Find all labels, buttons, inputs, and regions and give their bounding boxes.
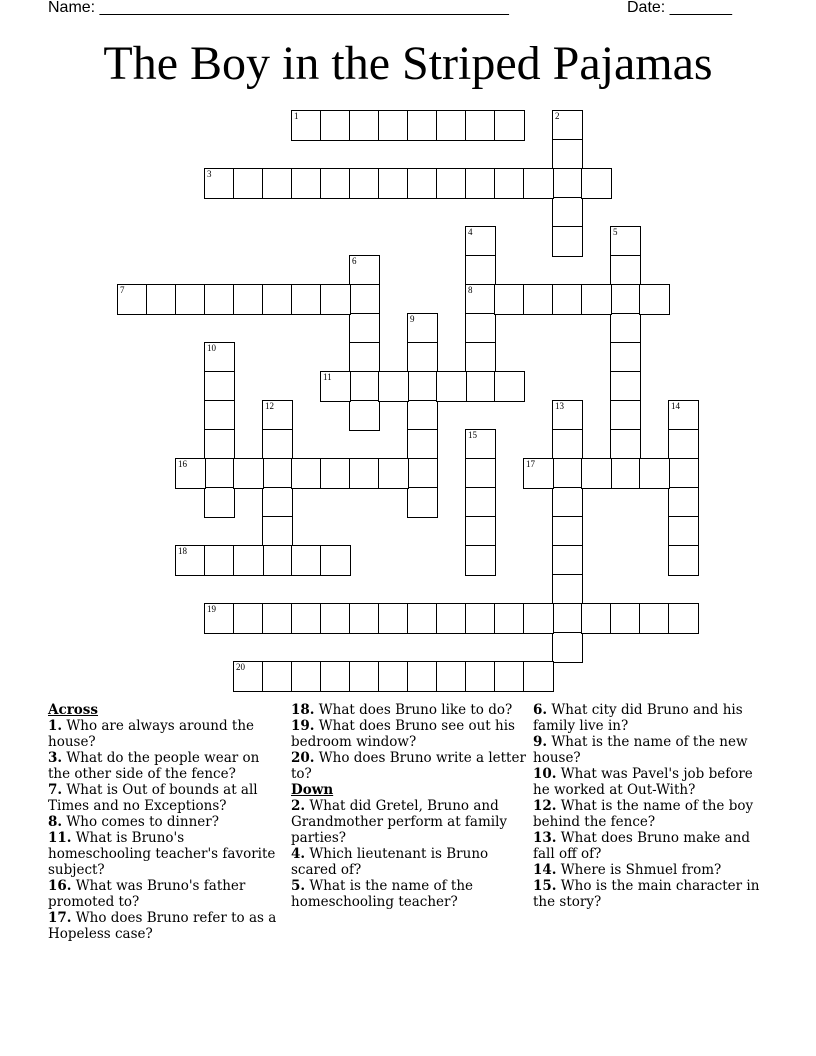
clue-across-1	[48, 718, 283, 750]
crossword-cell[interactable]	[465, 313, 496, 344]
clue-number-label: 20.	[291, 750, 315, 766]
clue-number-label: 18.	[291, 702, 315, 718]
crossword-cell[interactable]	[291, 545, 322, 576]
crossword-cell[interactable]	[204, 603, 235, 634]
crossword-cell[interactable]	[378, 661, 409, 692]
crossword-cell[interactable]	[436, 661, 467, 692]
crossword-cell[interactable]	[668, 603, 699, 634]
crossword-cell[interactable]	[552, 110, 583, 141]
crossword-cell[interactable]	[552, 168, 583, 199]
crossword-cell[interactable]	[349, 313, 380, 344]
crossword-cell[interactable]	[204, 342, 235, 373]
crossword-cell[interactable]	[291, 603, 322, 634]
crossword-cell[interactable]	[349, 661, 380, 692]
crossword-cell[interactable]	[552, 603, 583, 634]
clue-text: What do the people wear on the other side of the fence?	[48, 750, 260, 782]
crossword-cell[interactable]	[349, 168, 380, 199]
crossword-cell[interactable]	[407, 168, 438, 199]
crossword-cell[interactable]	[668, 487, 699, 518]
clue-text: Who are always around the house?	[48, 718, 255, 750]
clue-down-6	[533, 702, 768, 734]
clue-number-label: 1.	[48, 718, 63, 734]
clue-number: 15	[468, 430, 477, 440]
clue-number: 20	[236, 662, 245, 672]
clue-text: Who comes to dinner?	[62, 814, 219, 830]
crossword-cell[interactable]	[494, 661, 525, 692]
crossword-cell[interactable]	[552, 545, 583, 576]
clue-text: Who does Bruno refer to as a Hopeless case?	[48, 910, 277, 942]
crossword-cell[interactable]	[233, 545, 264, 576]
crossword-cell[interactable]	[523, 661, 554, 692]
crossword-cell[interactable]	[320, 371, 351, 402]
puzzle-title: The Boy in the Striped Pajamas	[103, 37, 713, 90]
crossword-cell[interactable]	[378, 168, 409, 199]
clue-number: 17	[526, 459, 535, 469]
crossword-cell[interactable]	[407, 313, 438, 344]
crossword-cell[interactable]	[291, 458, 322, 489]
crossword-cell[interactable]	[610, 458, 641, 489]
crossword-cell[interactable]	[494, 371, 525, 402]
clue-down-10	[533, 766, 768, 798]
crossword-cell[interactable]	[320, 168, 351, 199]
crossword-cell[interactable]	[204, 487, 235, 518]
clue-number: 11	[323, 372, 332, 382]
crossword-cell[interactable]	[465, 458, 496, 489]
crossword-cell[interactable]	[552, 632, 583, 663]
crossword-cell[interactable]	[552, 226, 583, 257]
crossword-cell[interactable]	[581, 284, 612, 315]
clue-text: What did Gretel, Bruno and Grandmother perform at family parties?	[291, 798, 508, 846]
crossword-cell[interactable]	[320, 110, 351, 141]
clue-text: Who is the main character in the story?	[533, 878, 760, 910]
crossword-cell[interactable]	[291, 284, 322, 315]
clue-number: 13	[555, 401, 564, 411]
crossword-cell[interactable]	[407, 371, 438, 402]
clue-down-5	[291, 878, 526, 910]
crossword-cell[interactable]	[523, 168, 554, 199]
crossword-cell[interactable]	[465, 110, 496, 141]
crossword-cell[interactable]	[610, 226, 641, 257]
crossword-cell[interactable]	[639, 603, 670, 634]
clue-text: What is Bruno's homeschooling teacher's favorite subject?	[48, 830, 276, 878]
crossword-cell[interactable]	[523, 458, 554, 489]
name-field: Name: ______________________________________________	[48, 0, 509, 16]
crossword-cell[interactable]	[465, 661, 496, 692]
crossword-cell[interactable]	[552, 487, 583, 518]
clue-number-label: 7.	[48, 782, 63, 798]
clue-across-17	[48, 910, 283, 942]
clue-number: 2	[555, 111, 560, 121]
clue-text: What does Bruno make and fall off of?	[533, 830, 750, 862]
crossword-cell[interactable]	[204, 371, 235, 402]
crossword-cell[interactable]	[610, 429, 641, 460]
crossword-cell[interactable]	[349, 284, 380, 315]
clue-text: What was Pavel's job before he worked at Out-With?	[533, 766, 753, 798]
clue-down-13	[533, 830, 768, 862]
down-heading: Down	[291, 782, 334, 798]
crossword-cell[interactable]	[610, 313, 641, 344]
clue-number: 19	[207, 604, 216, 614]
crossword-cell[interactable]	[233, 661, 264, 692]
crossword-cell[interactable]	[262, 458, 293, 489]
crossword-cell[interactable]	[552, 516, 583, 547]
clue-down-15	[533, 878, 768, 910]
clue-text: Which lieutenant is Bruno scared of?	[291, 846, 489, 878]
crossword-cell[interactable]	[407, 429, 438, 460]
crossword-cell[interactable]	[436, 110, 467, 141]
clue-text: What is the name of the homeschooling teacher?	[291, 878, 474, 910]
clue-number: 7	[120, 285, 125, 295]
clue-number-label: 9.	[533, 734, 548, 750]
crossword-cell[interactable]	[494, 603, 525, 634]
crossword-cell[interactable]	[204, 284, 235, 315]
clue-across-19	[291, 718, 526, 750]
crossword-cell[interactable]	[407, 661, 438, 692]
clue-number: 10	[207, 343, 216, 353]
crossword-cell[interactable]	[291, 110, 322, 141]
clue-number: 1	[294, 111, 299, 121]
clue-number-label: 13.	[533, 830, 557, 846]
clue-number-label: 3.	[48, 750, 63, 766]
clue-number: 8	[468, 285, 473, 295]
crossword-cell[interactable]	[668, 545, 699, 576]
crossword-cell[interactable]	[175, 545, 206, 576]
crossword-cell[interactable]	[610, 255, 641, 286]
clue-text: Where is Shmuel from?	[556, 862, 722, 878]
crossword-cell[interactable]	[204, 458, 235, 489]
crossword-cell[interactable]	[552, 284, 583, 315]
crossword-cell[interactable]	[262, 516, 293, 547]
crossword-cell[interactable]	[465, 255, 496, 286]
crossword-cell[interactable]	[233, 284, 264, 315]
crossword-cell[interactable]	[639, 458, 670, 489]
crossword-cell[interactable]	[233, 603, 264, 634]
date-field: Date: _______	[627, 0, 732, 16]
clue-text: What is the name of the new house?	[533, 734, 748, 766]
crossword-cell[interactable]	[668, 516, 699, 547]
crossword-cell[interactable]	[552, 197, 583, 228]
clue-number: 3	[207, 169, 212, 179]
crossword-cell[interactable]	[378, 371, 409, 402]
crossword-cell[interactable]	[233, 168, 264, 199]
crossword-cell[interactable]	[349, 458, 380, 489]
crossword-cell[interactable]	[146, 284, 177, 315]
crossword-cell[interactable]	[262, 400, 293, 431]
clue-across-20	[291, 750, 526, 782]
crossword-cell[interactable]	[494, 284, 525, 315]
clue-number: 14	[671, 401, 680, 411]
crossword-cell[interactable]	[407, 487, 438, 518]
crossword-cell[interactable]	[407, 603, 438, 634]
clues-column-2	[291, 702, 526, 910]
crossword-cell[interactable]	[465, 371, 496, 402]
clue-down-9	[533, 734, 768, 766]
clue-text: What is Out of bounds at all Times and no Exceptions?	[48, 782, 258, 814]
crossword-cell[interactable]	[291, 168, 322, 199]
crossword-cell[interactable]	[465, 516, 496, 547]
crossword-cell[interactable]	[436, 603, 467, 634]
crossword-cell[interactable]	[639, 284, 670, 315]
crossword-cell[interactable]	[320, 284, 351, 315]
clues-column-1	[48, 702, 283, 942]
clue-text: What does Bruno see out his bedroom window?	[291, 718, 515, 750]
clue-text: What does Bruno like to do?	[314, 702, 513, 718]
crossword-cell[interactable]	[349, 342, 380, 373]
crossword-cell[interactable]	[262, 603, 293, 634]
crossword-cell[interactable]	[465, 226, 496, 257]
clue-number-label: 19.	[291, 718, 315, 734]
crossword-cell[interactable]	[175, 284, 206, 315]
clue-down-4	[291, 846, 526, 878]
clue-down-2	[291, 798, 526, 846]
crossword-cell[interactable]	[494, 110, 525, 141]
crossword-cell[interactable]	[581, 603, 612, 634]
crossword-cell[interactable]	[552, 429, 583, 460]
clue-number-label: 17.	[48, 910, 72, 926]
clue-number: 18	[178, 546, 187, 556]
clue-number-label: 5.	[291, 878, 306, 894]
crossword-cell[interactable]	[291, 661, 322, 692]
crossword-cell[interactable]	[204, 400, 235, 431]
crossword-cell[interactable]	[320, 661, 351, 692]
clue-number: 6	[352, 256, 357, 266]
clue-number: 16	[178, 459, 187, 469]
crossword-cell[interactable]	[233, 458, 264, 489]
clue-across-7	[48, 782, 283, 814]
clue-down-12	[533, 798, 768, 830]
crossword-cell[interactable]	[378, 603, 409, 634]
crossword-cell[interactable]	[349, 110, 380, 141]
crossword-cell[interactable]	[523, 603, 554, 634]
crossword-cell[interactable]	[668, 458, 699, 489]
crossword-cell[interactable]	[407, 342, 438, 373]
crossword-cell[interactable]	[349, 603, 380, 634]
crossword-cell[interactable]	[262, 545, 293, 576]
clue-number-label: 6.	[533, 702, 548, 718]
crossword-cell[interactable]	[378, 458, 409, 489]
clue-number-label: 15.	[533, 878, 557, 894]
crossword-cell[interactable]	[465, 487, 496, 518]
crossword-cell[interactable]	[668, 429, 699, 460]
clue-number-label: 10.	[533, 766, 557, 782]
crossword-cell[interactable]	[465, 284, 496, 315]
crossword-cell[interactable]	[349, 400, 380, 431]
crossword-cell[interactable]	[204, 545, 235, 576]
crossword-cell[interactable]	[610, 371, 641, 402]
crossword-cell[interactable]	[262, 168, 293, 199]
crossword-cell[interactable]	[610, 342, 641, 373]
crossword-cell[interactable]	[407, 400, 438, 431]
crossword-cell[interactable]	[204, 168, 235, 199]
clue-number-label: 12.	[533, 798, 557, 814]
crossword-cell[interactable]	[117, 284, 148, 315]
clue-number-label: 4.	[291, 846, 306, 862]
crossword-cell[interactable]	[436, 168, 467, 199]
crossword-cell[interactable]	[465, 168, 496, 199]
clue-text: What city did Bruno and his family live in?	[533, 702, 743, 734]
crossword-cell[interactable]	[552, 139, 583, 170]
crossword-cell[interactable]	[262, 487, 293, 518]
clue-text: What was Bruno's father promoted to?	[48, 878, 246, 910]
crossword-cell[interactable]	[320, 458, 351, 489]
clue-number: 12	[265, 401, 274, 411]
crossword-cell[interactable]	[494, 168, 525, 199]
clue-down-14	[533, 862, 768, 878]
clue-across-18	[291, 702, 526, 718]
crossword-cell[interactable]	[552, 574, 583, 605]
crossword-cell[interactable]	[465, 342, 496, 373]
crossword-cell[interactable]	[262, 284, 293, 315]
crossword-cell[interactable]	[523, 284, 554, 315]
crossword-cell[interactable]	[407, 458, 438, 489]
crossword-cell[interactable]	[378, 110, 409, 141]
crossword-cell[interactable]	[668, 400, 699, 431]
crossword-cell[interactable]	[407, 110, 438, 141]
clue-number: 4	[468, 227, 473, 237]
crossword-cell[interactable]	[610, 284, 641, 315]
clue-across-16	[48, 878, 283, 910]
crossword-cell[interactable]	[465, 603, 496, 634]
crossword-cell[interactable]	[204, 429, 235, 460]
across-heading: Across	[48, 702, 99, 718]
clue-number-label: 8.	[48, 814, 63, 830]
crossword-cell[interactable]	[349, 255, 380, 286]
clue-across-8	[48, 814, 283, 830]
crossword-cell[interactable]	[610, 400, 641, 431]
crossword-cell[interactable]	[465, 429, 496, 460]
crossword-cell[interactable]	[552, 400, 583, 431]
clue-number-label: 2.	[291, 798, 306, 814]
clue-text: Who does Bruno write a letter to?	[291, 750, 526, 782]
crossword-cell[interactable]	[581, 458, 612, 489]
clue-number-label: 16.	[48, 878, 72, 894]
crossword-cell[interactable]	[552, 458, 583, 489]
crossword-cell[interactable]	[581, 168, 612, 199]
crossword-cell[interactable]	[610, 603, 641, 634]
clue-across-11	[48, 830, 283, 878]
crossword-cell[interactable]	[349, 371, 380, 402]
crossword-cell[interactable]	[262, 661, 293, 692]
clue-number-label: 11.	[48, 830, 72, 846]
clue-text: What is the name of the boy behind the fence?	[533, 798, 754, 830]
clue-across-3	[48, 750, 283, 782]
clue-number-label: 14.	[533, 862, 557, 878]
crossword-cell[interactable]	[320, 545, 351, 576]
crossword-cell[interactable]	[320, 603, 351, 634]
crossword-cell[interactable]	[436, 371, 467, 402]
clue-number: 9	[410, 314, 415, 324]
crossword-cell[interactable]	[262, 429, 293, 460]
crossword-cell[interactable]	[175, 458, 206, 489]
clue-number: 5	[613, 227, 618, 237]
clues-column-3	[533, 702, 768, 910]
crossword-cell[interactable]	[465, 545, 496, 576]
